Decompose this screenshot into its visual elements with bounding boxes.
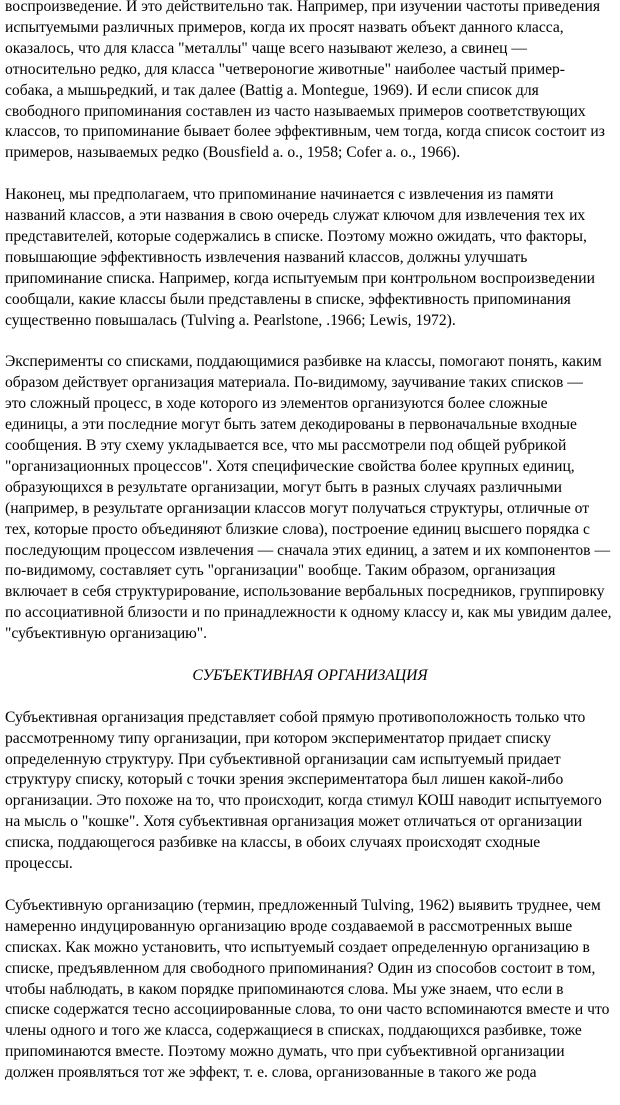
text-line: испытуемыми различных примеров, когда их просят назвать объект данного класса, xyxy=(5,18,564,36)
text-line: воспроизведение. И это действительно так. Например, при изучении частоты приведения xyxy=(5,0,600,15)
text-line: должен проявляться тот же эффект, т. е. слова, организованные в такого же рода xyxy=(5,1064,537,1082)
text-line: свободного припоминания составлен из часто называемых примеров соответствующих xyxy=(5,102,586,120)
text-line: названий классов, а эти названия в свою очередь служат ключом для извлечения тех их xyxy=(5,207,586,225)
text-line: Эксперименты со списками, поддающимися разбивке на классы, помогают понять, каким xyxy=(5,353,602,371)
paragraph xyxy=(5,896,615,1084)
section-heading: СУБЪЕКТИВНАЯ ОРГАНИЗАЦИЯ xyxy=(192,666,428,684)
text-line: повышающие эффективность извлечения названий классов, должны улучшать xyxy=(5,248,528,266)
text-line: по-видимому, составляет суть "организации" вообще. Таким образом, организация xyxy=(5,562,556,580)
paragraph xyxy=(5,185,615,331)
text-line: списке содержатся тесно ассоциированные слова, то они часто вспоминаются вместе и что xyxy=(5,1001,610,1019)
text-line: представителей, которые содержались в списке. Поэтому можно ожидать, что факторы, xyxy=(5,227,587,245)
text-line: последующим процессом извлечения — сначала этих единиц, а затем и их компонентов — xyxy=(5,541,611,559)
text-line: классов, то припоминание бывает более эффективным, чем тогда, когда список состоит из xyxy=(5,123,605,141)
text-line: сообщали, какие классы были представлены в списке, эффективность припоминания xyxy=(5,290,571,308)
text-line: образом действует организация материала. По-видимому, заучивание таких списков — xyxy=(5,374,583,392)
text-line: включает в себя структурирование, использование вербальных посредников, группировку xyxy=(5,583,605,601)
text-section-after-heading xyxy=(5,708,615,1084)
text-line: сообщения. В эту схему укладывается все, что мы рассмотрели под общей рубрикой xyxy=(5,437,567,454)
text-line: процессы. xyxy=(5,855,73,873)
text-line: относительно редко, для класса "четвероногие животные" наиболее частый пример- xyxy=(5,60,565,78)
text-line: намеренно индуцированную организацию вроде создаваемой в рассмотренных выше xyxy=(5,917,573,935)
paragraph xyxy=(5,0,615,164)
text-line: единицы, а эти последние могут быть затем декодированы в первоначальные входные xyxy=(5,416,577,434)
text-line: структуру списку, который с точки зрения экспериментатора был лишен какой-либо xyxy=(5,771,564,789)
text-line: списка, поддающегося разбивке на классы, в обоих случаях происходят сходные xyxy=(5,834,541,852)
document-page xyxy=(5,0,615,1105)
paragraph xyxy=(5,708,615,875)
text-line: припоминание списка. Например, когда испытуемым при контрольном воспроизведении xyxy=(5,269,595,287)
text-line: чтобы наблюдать, в каком порядке припоминаются слова. Мы уже знаем, что если в xyxy=(5,980,564,998)
text-line: на мысль о "кошке". Хотя субъективная организация может отличаться от организации xyxy=(5,813,583,831)
text-line: собака, а мышьредкий, и так далее (Battig a. Montegue, 1969). И если список для xyxy=(5,81,539,99)
text-line: Наконец, мы предполагаем, что припоминание начинается с извлечения из памяти xyxy=(5,186,554,204)
text-line: "субъективную организацию". xyxy=(5,625,208,643)
text-line: это сложный процесс, в ходе которого из элементов организуются более сложные xyxy=(5,395,548,413)
text-line: (например, в результате организации классов могут получаться структуры, отличные от xyxy=(5,499,590,517)
text-line: образующихся в результате организации, могут быть в разных случаях различными xyxy=(5,478,562,496)
text-line: по ассоциативной близости и по принадлежности к одному классу и, как мы увидим далее, xyxy=(5,604,612,622)
text-section-before-heading xyxy=(5,0,615,645)
text-line: рассмотренному типу организации, при котором экспериментатор придает списку xyxy=(5,729,552,747)
text-line: Субъективную организацию (термин, предложенный Tulving, 1962) выявить труднее, чем xyxy=(5,896,601,914)
text-line: тех, которые просто объединяют близкие слова), построение единиц высшего порядка с xyxy=(5,520,590,538)
text-line: списках. Как можно установить, что испытуемый создает определенную организацию в xyxy=(5,938,590,956)
text-line: припоминаются вместе. Поэтому можно думать, что при субъективной организации xyxy=(5,1043,565,1061)
text-line: оказалось, что для класса "металлы" чаще всего называют железо, а свинец — xyxy=(5,39,527,57)
paragraph xyxy=(5,352,615,645)
text-line: Субъективная организация представляет собой прямую противоположность только что xyxy=(5,708,586,726)
text-line: определенную структуру. При субъективной организации сам испытуемый придает xyxy=(5,750,561,768)
text-line: "организационных процессов". Хотя специфические свойства более крупных единиц, xyxy=(5,457,575,475)
text-line: списке, предъявленном для свободного припоминания? Один из способов состоит в том, xyxy=(5,959,596,977)
text-line: организации. Это похоже на то, что происходит, когда стимул КОШ наводит испытуемого xyxy=(5,792,602,810)
text-line: примеров, называемых редко (Bousfield a. o., 1958; Cofer a. o., 1966). xyxy=(5,144,461,162)
text-line: члены одного и того же класса, содержащиеся в списках, поддающихся разбивке, тоже xyxy=(5,1022,582,1040)
text-line: существенно повышалась (Tulving a. Pearlstone, .1966; Lewis, 1972). xyxy=(5,311,456,329)
